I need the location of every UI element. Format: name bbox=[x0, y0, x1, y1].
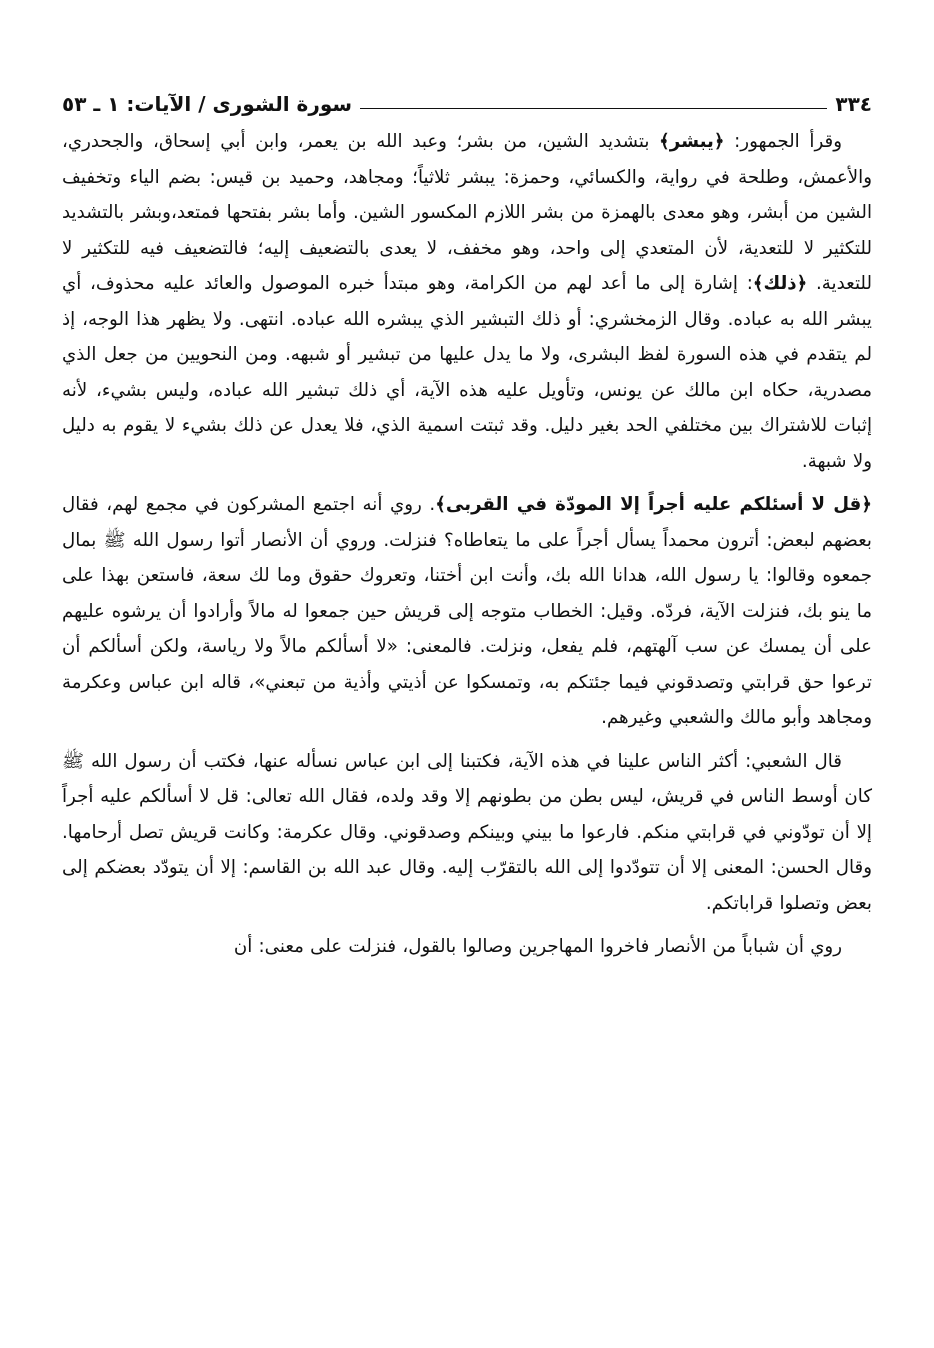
header-rule bbox=[360, 108, 827, 109]
text-segment: قال الشعبي: أكثر الناس علينا في هذه الآية، فكتبنا إلى ابن عباس نسأله عنها، فكتب أن رسول الله ﷺ كان أوسط الناس في قريش، ليس بطن من بطونهم إلا وقد ولده، فقال الله تعالى: قل لا أسألكم عليه أجراً إلا أن تودّوني في قرابتي منكم. فارعوا ما بيني وبينكم وصدقوني. وقال عكرمة: وكانت قريش تصل أرحامها. وقال الحسن: المعنى إلا أن تتودّدوا إلى الله بالتقرّب إليه. وقال عبد الله بن القاسم: إلا أن يتودّد بعضكم إلى بعض وتصلوا قراباتكم. bbox=[62, 750, 872, 914]
quran-quote: ﴿يبشر﴾ bbox=[659, 131, 725, 152]
text-segment: بتشديد الشين، من بشر؛ وعبد الله بن يعمر، وابن أبي إسحاق، والجحدري، والأعمش، وطلحة في رواية، والكسائي، وحمزة: يبشر ثلاثياً؛ ومجاهد، وحميد بن قيس: بضم الياء وتخفيف الشين من أبشر، وهو معدى بالهمزة من بشر اللازم المكسور الشين. وأما بشر بفتحها فمتعد،وبشر بالتشديد للتكثير لا للتعدية، لأن المتعدي إلى واحد، وهو مخفف، لا يعدى بالتضعيف إليه؛ فالتضعيف فيه للتكثير لا للتعدية. bbox=[62, 131, 872, 294]
text-segment: : إشارة إلى ما أعد لهم من الكرامة، وهو مبتدأ خبره الموصول والعائد عليه محذوف، أي يبشر الله به عباده. وقال الزمخشري: أو ذلك التبشير الذي يبشره الله عباده. انتهى. ولا يظهر هذا الوجه، إذ لم يتقدم في هذه السورة لفظ البشرى، ولا ما يدل عليها من تبشير أو شبهه. ومن النحويين من جعل الذي مصدرية، حكاه ابن مالك عن يونس، وتأويل عليه هذه الآية، أي ذلك تبشير الله عباده، وليس بشيء، لأنه إثبات للاشتراك بين مختلفي الحد بغير دليل. وقد ثبتت اسمية الذي، فلا يعدل عن ذلك بشيء لا يقوم به دليل ولا شبهة. bbox=[62, 273, 872, 472]
text-segment: روي أن شباباً من الأنصار فاخروا المهاجرين وصالوا بالقول، فنزلت على معنى: أن bbox=[233, 936, 842, 957]
page-number: ٣٣٤ bbox=[835, 92, 872, 116]
paragraph-1 bbox=[62, 124, 872, 479]
paragraph-3 bbox=[62, 744, 872, 922]
text-segment: . روي أنه اجتمع المشركون في مجمع لهم، فقال بعضهم لبعض: أترون محمداً يسأل أجراً على ما يتعاطاه؟ فنزلت. وروي أن الأنصار أتوا رسول الله ﷺ بمال جمعوه وقالوا: يا رسول الله، هدانا الله بك، وأنت ابن أختنا، وتعروك حقوق وما لك سعة، فاستعن بهذا على ما ينو بك، فنزلت الآية، فردّه. وقيل: الخطاب متوجه إلى قريش حين جمعوا له مالاً وأرادوا أن يرشوه عليهم على أن يمسك عن سب آلهتهم، فلم يفعل، ونزلت. فالمعنى: «لا أسألكم مالاً ولا رياسة، ولكن أسألكم أن ترعوا حق قرابتي وتصدقوني فيما جئتكم به، وتمسكوا عن أذيتي وأذية من تبعني»، قاله ابن عباس وعكرمة ومجاهد وأبو مالك والشعبي وغيرهم. bbox=[62, 494, 872, 728]
book-page bbox=[62, 82, 872, 973]
paragraph-2 bbox=[62, 487, 872, 736]
paragraph-4 bbox=[62, 929, 872, 965]
quran-verse: ﴿قل لا أسئلكم عليه أجراً إلا المودّة في القربى﴾ bbox=[435, 494, 872, 515]
text-segment: وقرأ الجمهور: bbox=[724, 131, 842, 152]
quran-quote: ﴿ذلك﴾ bbox=[752, 273, 808, 294]
running-header bbox=[62, 82, 872, 116]
surah-title: سورة الشورى / الآيات: ١ ـ ٥٣ bbox=[62, 92, 353, 116]
body-text bbox=[62, 124, 872, 965]
